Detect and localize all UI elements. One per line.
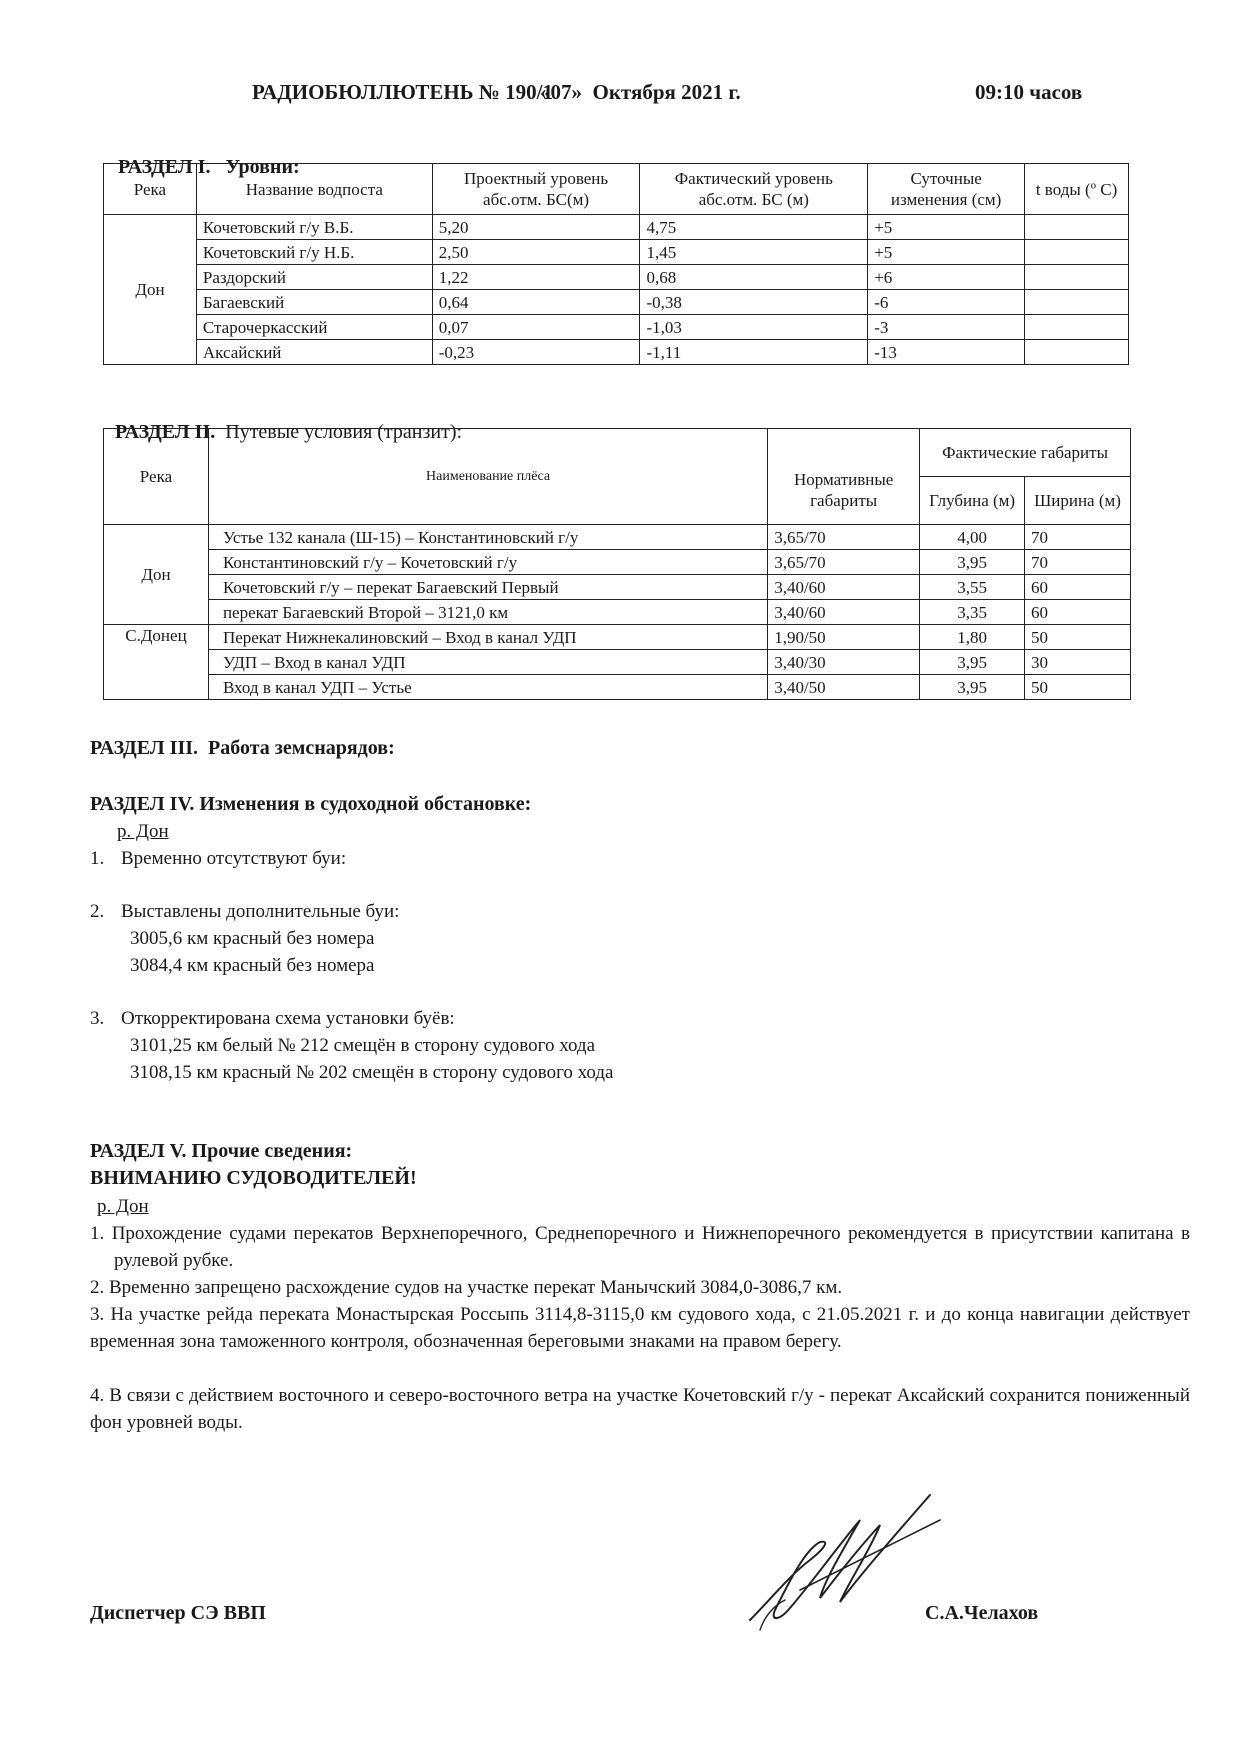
notice-item: 2. Временно запрещено расхождение судов на участке перекат Манычский 3084,0-3086,7 км. bbox=[90, 1277, 843, 1298]
attention-heading: ВНИМАНИЮ СУДОВОДИТЕЛЕЙ! bbox=[90, 1167, 417, 1189]
buoy-line: 3084,4 км красный без номера bbox=[130, 955, 375, 976]
width-cell: 60 bbox=[1025, 575, 1131, 600]
river-cell: Дон bbox=[104, 525, 209, 625]
temp-cell bbox=[1025, 290, 1129, 315]
table-row bbox=[104, 525, 1131, 550]
table-row bbox=[104, 290, 1129, 315]
table-row bbox=[104, 575, 1131, 600]
table-row bbox=[104, 315, 1129, 340]
norm-cell: 3,40/60 bbox=[768, 575, 920, 600]
notice-item: 4. В связи с действием восточного и северо-восточного ветра на участке Кочетовский г/у - перекат Аксайский сохранится пониженный фон уровней воды. bbox=[90, 1385, 1190, 1433]
depth-cell: 1,80 bbox=[920, 625, 1025, 650]
reach-cell: Кочетовский г/у – перекат Багаевский Первый bbox=[208, 575, 767, 600]
change-cell: -3 bbox=[868, 315, 1025, 340]
col-river: Река bbox=[104, 429, 209, 525]
project-cell: -0,23 bbox=[432, 340, 640, 365]
levels-header-row bbox=[104, 164, 1129, 215]
col-actual-level: Фактический уровень абс.отм. БС (м) bbox=[640, 164, 868, 215]
buoy-line: 3005,6 км красный без номера bbox=[130, 928, 375, 949]
width-cell: 60 bbox=[1025, 600, 1131, 625]
table-row bbox=[104, 265, 1129, 290]
col-project-level: Проектный уровень абс.отм. БС(м) bbox=[432, 164, 640, 215]
change-cell: +6 bbox=[868, 265, 1025, 290]
col-reach: Наименование плёса bbox=[208, 429, 767, 525]
notice-item: 3. На участке рейда переката Монастырская Россыпь 3114,8-3115,0 км судового хода, с 21.05.2021 г. и до конца навигации действует временная зона таможенного контроля, обозначенная береговыми знаками на правом берегу. bbox=[90, 1304, 1190, 1352]
notice-item: 1. Прохождение судами перекатов Верхнепоречного, Среднепоречного и Нижнепоречного рекомендуется в присутствии капитана в рулевой рубке. bbox=[90, 1223, 1190, 1271]
norm-cell: 3,65/70 bbox=[768, 525, 920, 550]
depth-cell: 3,95 bbox=[920, 650, 1025, 675]
depth-cell: 3,55 bbox=[920, 575, 1025, 600]
temp-cell bbox=[1025, 315, 1129, 340]
section5-heading: РАЗДЕЛ V. Прочие сведения: bbox=[90, 1140, 353, 1162]
col-width: Ширина (м) bbox=[1025, 477, 1131, 525]
buoy-line: 3108,15 км красный № 202 смещён в сторону судового хода bbox=[130, 1062, 614, 1083]
item-number: 1. bbox=[90, 848, 105, 869]
transit-table bbox=[103, 428, 1131, 700]
project-cell: 1,22 bbox=[432, 265, 640, 290]
table-row bbox=[104, 340, 1129, 365]
post-cell: Кочетовский г/у Н.Б. bbox=[196, 240, 432, 265]
depth-cell: 3,95 bbox=[920, 550, 1025, 575]
actual-cell: 1,45 bbox=[640, 240, 868, 265]
reach-cell: Константиновский г/у – Кочетовский г/у bbox=[208, 550, 767, 575]
reach-cell: Перекат Нижнекалиновский – Вход в канал УДП bbox=[208, 625, 767, 650]
width-cell: 70 bbox=[1025, 550, 1131, 575]
temp-cell bbox=[1025, 340, 1129, 365]
change-cell: +5 bbox=[868, 240, 1025, 265]
item-number: 3. bbox=[90, 1008, 105, 1029]
col-actual: Фактические габариты bbox=[920, 429, 1131, 477]
norm-cell: 1,90/50 bbox=[768, 625, 920, 650]
col-norm: Нормативные габариты bbox=[768, 429, 920, 525]
table-row bbox=[104, 240, 1129, 265]
actual-cell: -1,11 bbox=[640, 340, 868, 365]
col-daily-change: Суточные изменения (см) bbox=[868, 164, 1025, 215]
list-item bbox=[90, 845, 346, 872]
section1-number: РАЗДЕЛ I. bbox=[118, 156, 211, 178]
bulletin-title: РАДИОБЮЛЛЮТЕНЬ № 190/1 bbox=[252, 80, 553, 104]
reach-cell: перекат Багаевский Второй – 3121,0 км bbox=[208, 600, 767, 625]
table-row bbox=[104, 550, 1131, 575]
section2-number: РАЗДЕЛ II. bbox=[115, 421, 216, 443]
norm-cell: 3,65/70 bbox=[768, 550, 920, 575]
section4-river: р. Дон bbox=[117, 821, 169, 842]
actual-cell: 4,75 bbox=[640, 215, 868, 240]
temp-cell bbox=[1025, 265, 1129, 290]
change-cell: +5 bbox=[868, 215, 1025, 240]
section4-heading: РАЗДЕЛ IV. Изменения в судоходной обстановке: bbox=[90, 793, 532, 815]
width-cell: 50 bbox=[1025, 625, 1131, 650]
signature-mark bbox=[730, 1480, 970, 1640]
project-cell: 0,07 bbox=[432, 315, 640, 340]
section5-river: р. Дон bbox=[97, 1196, 149, 1217]
actual-cell: -1,03 bbox=[640, 315, 868, 340]
item-text: Выставлены дополнительные буи: bbox=[121, 901, 400, 922]
col-river: Река bbox=[104, 164, 197, 215]
reach-cell: Вход в канал УДП – Устье bbox=[208, 675, 767, 700]
bulletin-time: 09:10 часов bbox=[975, 80, 1083, 104]
project-cell: 0,64 bbox=[432, 290, 640, 315]
item-number: 2. bbox=[90, 901, 105, 922]
table-row bbox=[104, 215, 1129, 240]
item-text: Откорректирована схема установки буёв: bbox=[121, 1008, 455, 1029]
project-cell: 2,50 bbox=[432, 240, 640, 265]
list-item bbox=[90, 1005, 455, 1032]
signatory-name: С.А.Челахов bbox=[925, 1602, 1039, 1624]
width-cell: 50 bbox=[1025, 675, 1131, 700]
item-text: Временно отсутствуют буи: bbox=[121, 848, 347, 869]
table-row bbox=[104, 650, 1131, 675]
river-cell: С.Донец bbox=[104, 625, 209, 700]
depth-cell: 3,95 bbox=[920, 675, 1025, 700]
depth-cell: 3,35 bbox=[920, 600, 1025, 625]
table-row bbox=[104, 625, 1131, 650]
post-cell: Раздорский bbox=[196, 265, 432, 290]
levels-table bbox=[103, 163, 1129, 365]
buoy-line: 3101,25 км белый № 212 смещён в сторону судового хода bbox=[130, 1035, 596, 1056]
transit-header-row bbox=[104, 429, 1131, 477]
reach-cell: УДП – Вход в канал УДП bbox=[208, 650, 767, 675]
col-water-temp: t воды (º С) bbox=[1025, 164, 1129, 215]
list-item bbox=[90, 898, 399, 925]
change-cell: -6 bbox=[868, 290, 1025, 315]
section3-heading: РАЗДЕЛ III. Работа земснарядов: bbox=[90, 737, 395, 759]
post-cell: Аксайский bbox=[196, 340, 432, 365]
temp-cell bbox=[1025, 215, 1129, 240]
bulletin-date: «07» Октября 2021 г. bbox=[540, 80, 741, 104]
actual-cell: 0,68 bbox=[640, 265, 868, 290]
actual-cell: -0,38 bbox=[640, 290, 868, 315]
river-cell: Дон bbox=[104, 215, 197, 365]
col-depth: Глубина (м) bbox=[920, 477, 1025, 525]
width-cell: 30 bbox=[1025, 650, 1131, 675]
change-cell: -13 bbox=[868, 340, 1025, 365]
depth-cell: 4,00 bbox=[920, 525, 1025, 550]
norm-cell: 3,40/50 bbox=[768, 675, 920, 700]
post-cell: Багаевский bbox=[196, 290, 432, 315]
norm-cell: 3,40/60 bbox=[768, 600, 920, 625]
section2-subtitle: Путевые условия (транзит): bbox=[225, 421, 463, 443]
post-cell: Старочеркасский bbox=[196, 315, 432, 340]
temp-cell bbox=[1025, 240, 1129, 265]
project-cell: 5,20 bbox=[432, 215, 640, 240]
norm-cell: 3,40/30 bbox=[768, 650, 920, 675]
post-cell: Кочетовский г/у В.Б. bbox=[196, 215, 432, 240]
table-row bbox=[104, 600, 1131, 625]
table-row bbox=[104, 675, 1131, 700]
reach-cell: Устье 132 канала (Ш-15) – Константиновский г/у bbox=[208, 525, 767, 550]
dispatcher-title: Диспетчер СЭ ВВП bbox=[90, 1602, 266, 1624]
section1-subtitle: Уровни: bbox=[225, 156, 300, 178]
width-cell: 70 bbox=[1025, 525, 1131, 550]
col-post: Название водпоста bbox=[196, 164, 432, 215]
